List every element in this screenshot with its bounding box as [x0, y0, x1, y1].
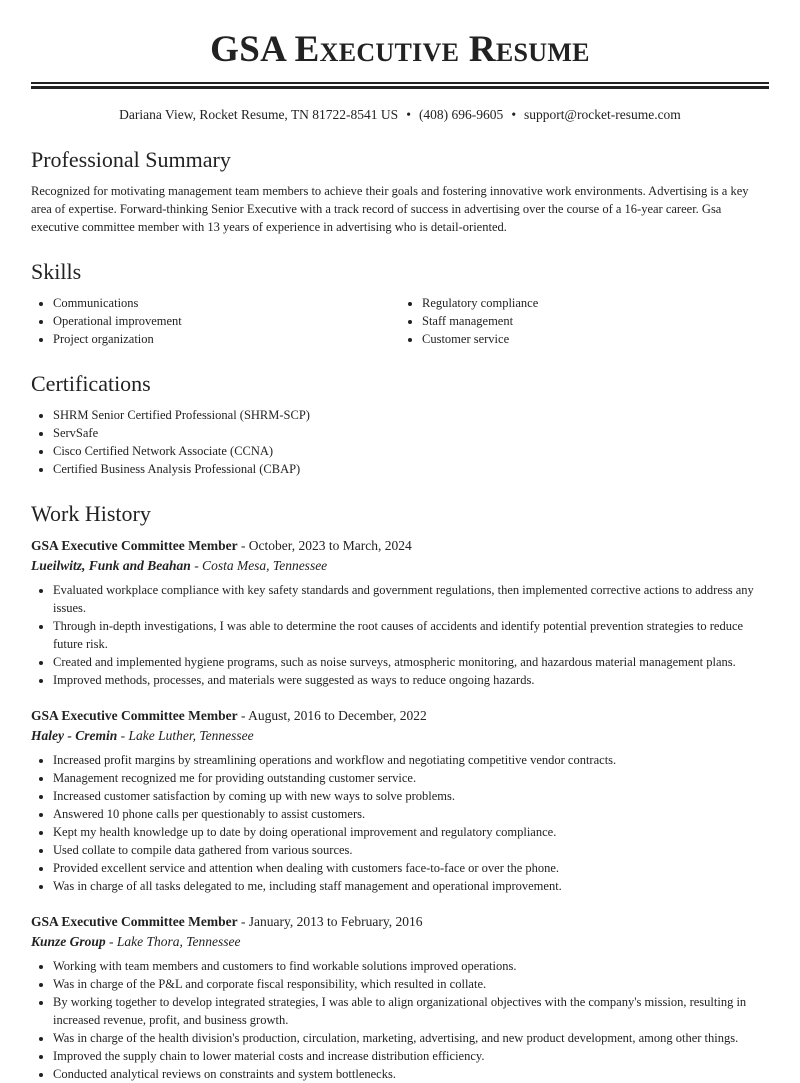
job-bullet: • Evaluated workplace compliance with key safety standards and government regulations, then implemented corrective actions to address any issues.	[53, 581, 769, 617]
job-company: Lueilwitz, Funk and Beahan	[31, 558, 191, 573]
skill-item: • Communications	[53, 294, 400, 312]
job-company-line	[31, 726, 769, 746]
separator: •	[511, 107, 517, 122]
job-bullet: • Kept my health knowledge up to date by doing operational improvement and regulatory compliance.	[53, 823, 769, 841]
job-company: Haley - Cremin	[31, 728, 118, 743]
job-bullet: • Through in-depth investigations, I was able to determine the root causes of accidents and identify potential prevention strategies to reduce future risk.	[53, 617, 769, 653]
title-divider	[31, 82, 769, 89]
resume-title: GSA Executive Resume	[210, 29, 590, 70]
job-location: - Lake Thora, Tennessee	[105, 934, 241, 949]
job-bullet: • Was in charge of all tasks delegated to me, including staff management and operational improvement.	[53, 877, 769, 895]
contact-phone: (408) 696-9605	[418, 107, 504, 122]
skill-item: • Regulatory compliance	[422, 294, 769, 312]
job-company-line	[31, 932, 769, 952]
separator: •	[406, 107, 411, 122]
job-bullets	[31, 581, 769, 689]
job-bullet: • Was in charge of the P&L and corporate fiscal responsibility, which resulted in collate.	[53, 975, 769, 993]
job-header	[31, 536, 769, 556]
job-bullet: • By working together to develop integrated strategies, I was able to align organizational objectives with the company's mission, resulting in increased revenue, profit, and business growth.	[53, 993, 769, 1029]
skill-item: • Operational improvement	[53, 312, 400, 330]
job-bullet: • Conducted analytical reviews on constraints and system bottlenecks.	[53, 1065, 769, 1083]
work-history-heading: Work History	[31, 501, 151, 526]
job-title: GSA Executive Committee Member	[31, 708, 238, 723]
job-bullet: • Created and implemented hygiene programs, such as noise surveys, atmospheric monitoring, and hazardous material management plans.	[53, 653, 769, 671]
certification-item: • ServSafe	[53, 424, 769, 442]
job-bullets	[31, 957, 769, 1083]
skill-item: • Customer service	[422, 330, 769, 348]
job-bullet: • Answered 10 phone calls per questionably to assist customers.	[53, 805, 769, 823]
skills-left-column	[31, 294, 400, 348]
job-bullet: • Improved methods, processes, and materials were suggested as ways to reduce ongoing hazards.	[53, 671, 769, 689]
job-dates: - August, 2016 to December, 2022	[237, 708, 427, 723]
certifications-heading: Certifications	[31, 371, 151, 396]
job-header	[31, 706, 769, 726]
certifications-list	[31, 406, 769, 478]
skills-heading: Skills	[31, 259, 82, 284]
job-bullet: • Increased customer satisfaction by coming up with new ways to solve problems.	[53, 787, 769, 805]
job-bullet: • Working with team members and customers to find workable solutions improved operations.	[53, 957, 769, 975]
summary-heading: Professional Summary	[31, 147, 231, 172]
job-bullet: • Was in charge of the health division's production, circulation, marketing, advertising, and new product development, among other things.	[53, 1029, 769, 1047]
summary-text: Recognized for motivating management team members to achieve their goals and fostering innovative work environments. Advertising is a key area of expertise. Forward-thinking Senior Executive with a track record of success in advertising over the course of a 16-year career. Gsa executive committee member with 13 years of experience in advertising who is detail-oriented.	[31, 184, 749, 234]
job-bullet: • Improved the supply chain to lower material costs and increase distribution efficiency.	[53, 1047, 769, 1065]
job-dates: - October, 2023 to March, 2024	[237, 538, 412, 553]
contact-email: support@rocket-resume.com	[524, 107, 681, 122]
contact-address: Dariana View, Rocket Resume, TN 81722-8541 US	[119, 107, 399, 122]
job-company-line	[31, 556, 769, 576]
skills-list	[31, 294, 769, 348]
job-location: - Lake Luther, Tennessee	[117, 728, 254, 743]
skill-item: • Staff management	[422, 312, 769, 330]
certification-item: • Cisco Certified Network Associate (CCNA)	[53, 442, 769, 460]
job-entry	[31, 536, 769, 689]
job-title: GSA Executive Committee Member	[31, 914, 238, 929]
job-location: - Costa Mesa, Tennessee	[190, 558, 328, 573]
job-bullets	[31, 751, 769, 895]
job-header	[31, 912, 769, 932]
job-title: GSA Executive Committee Member	[31, 538, 238, 553]
job-dates: - January, 2013 to February, 2016	[237, 914, 423, 929]
skill-item: • Project organization	[53, 330, 400, 348]
certification-item: • SHRM Senior Certified Professional (SHRM-SCP)	[53, 406, 769, 424]
certification-item: • Certified Business Analysis Professional (CBAP)	[53, 460, 769, 478]
job-bullet: • Used collate to compile data gathered from various sources.	[53, 841, 769, 859]
job-bullet: • Increased profit margins by streamlining operations and workflow and negotiating competitive vendor contracts.	[53, 751, 769, 769]
job-entry	[31, 706, 769, 895]
job-company: Kunze Group	[31, 934, 106, 949]
job-bullet: • Provided excellent service and attention when dealing with customers face-to-face or over the phone.	[53, 859, 769, 877]
job-entry	[31, 912, 769, 1083]
job-bullet: • Management recognized me for providing outstanding customer service.	[53, 769, 769, 787]
contact-line	[31, 106, 769, 124]
work-history-list	[31, 536, 769, 1083]
skills-right-column	[400, 294, 769, 348]
